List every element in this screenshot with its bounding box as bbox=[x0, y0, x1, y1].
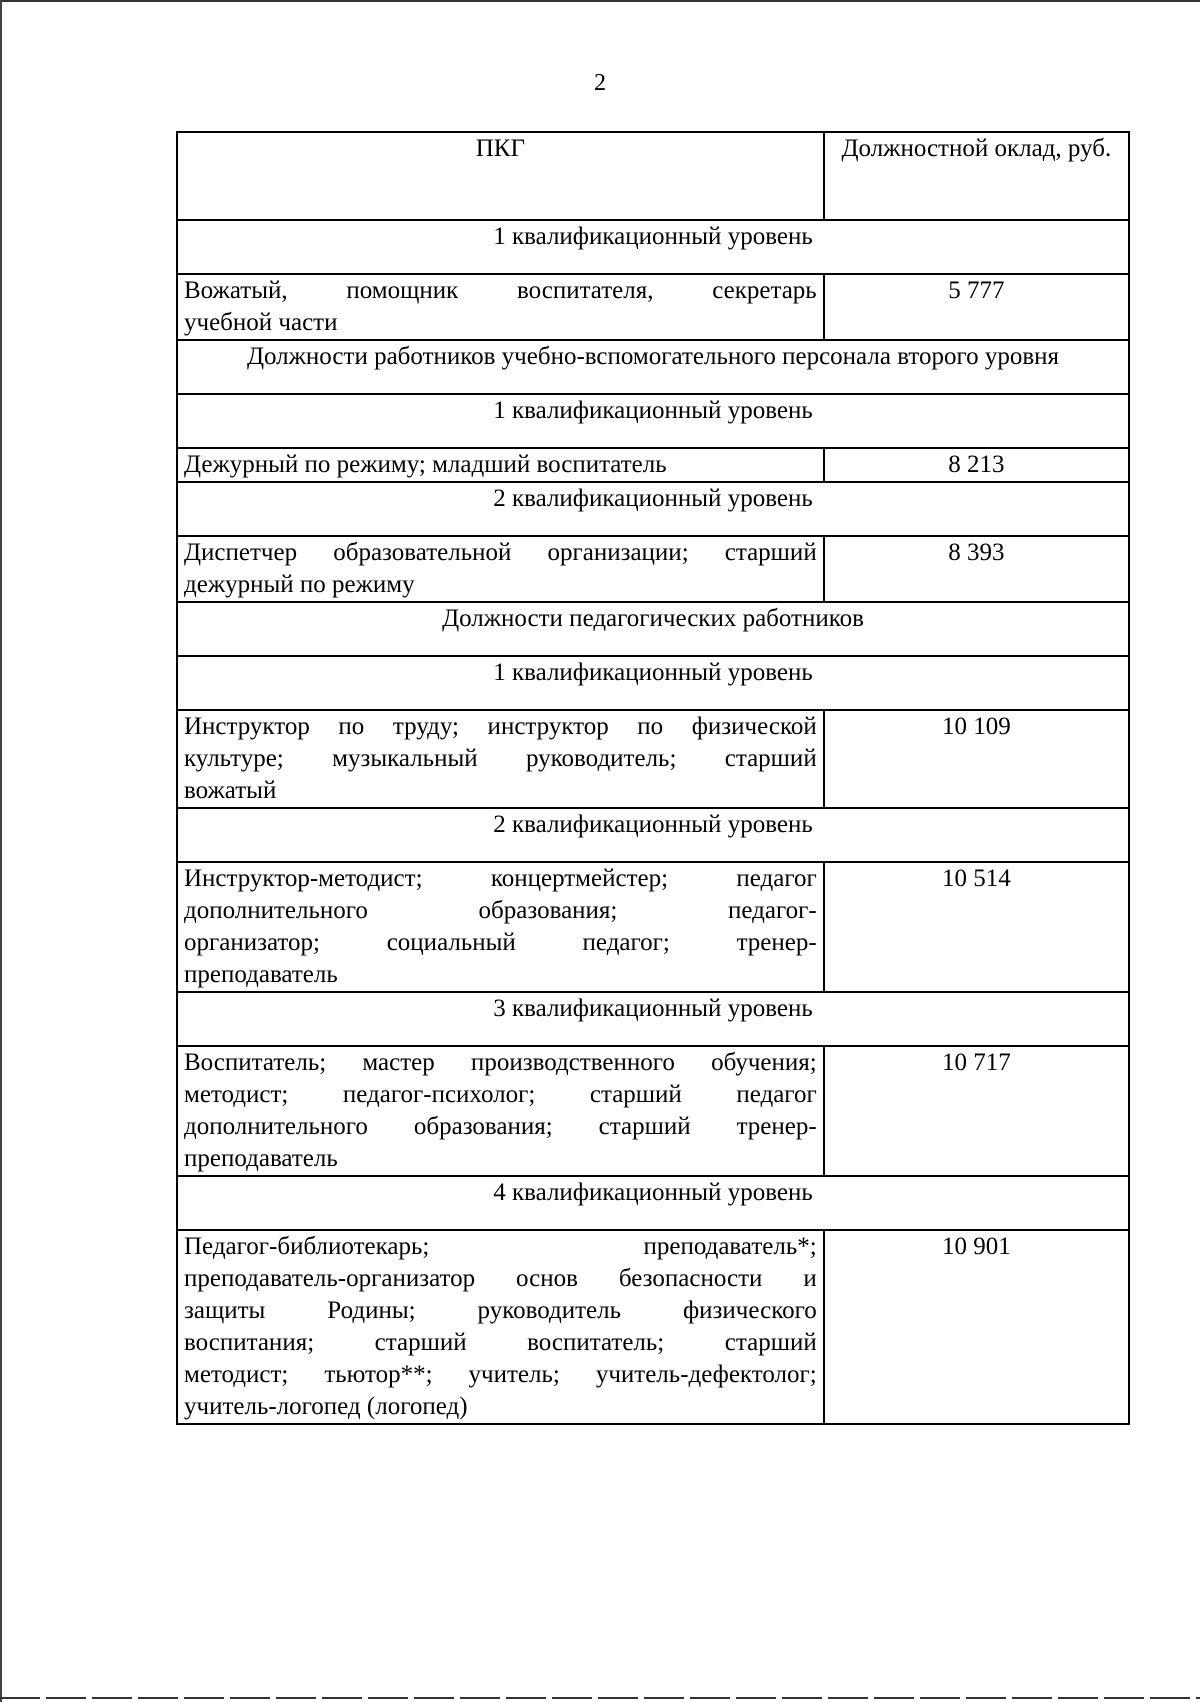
scan-edge-left bbox=[0, 0, 2, 1702]
section-heading: 1 квалификационный уровень bbox=[177, 394, 1129, 448]
position-names bbox=[177, 448, 824, 482]
position-text-line: дополнительного образования; старший тренер- bbox=[184, 1113, 817, 1140]
salary-value: 8 213 bbox=[824, 448, 1129, 482]
position-text-line: дополнительного образования; педагог- bbox=[184, 897, 817, 924]
section-heading: Должности педагогических работников bbox=[177, 602, 1129, 656]
position-text-line: организатор; социальный педагог; тренер- bbox=[184, 929, 817, 956]
position-text-line: Воспитатель; мастер производственного обучения; bbox=[184, 1049, 817, 1076]
page-number: 2 bbox=[594, 70, 606, 96]
position-row bbox=[177, 274, 1129, 340]
position-text-line: учебной части bbox=[184, 309, 338, 336]
table-header-row bbox=[177, 132, 1129, 220]
header-salary: Должностной оклад, руб. bbox=[824, 132, 1129, 220]
position-text-line: дежурный по режиму bbox=[184, 571, 415, 598]
section-row bbox=[177, 340, 1129, 394]
position-text-line: воспитания; старший воспитатель; старший bbox=[184, 1329, 817, 1356]
position-text-line: методист; педагог-психолог; старший педагог bbox=[184, 1081, 817, 1108]
position-row bbox=[177, 536, 1129, 602]
position-text-line: защиты Родины; руководитель физического bbox=[184, 1297, 817, 1324]
position-row bbox=[177, 448, 1129, 482]
section-row bbox=[177, 1176, 1129, 1230]
position-text-line: преподаватель bbox=[184, 1145, 338, 1172]
section-heading: 4 квалификационный уровень bbox=[177, 1176, 1129, 1230]
position-text-line: преподаватель bbox=[184, 961, 338, 988]
position-names bbox=[177, 1046, 824, 1176]
position-row bbox=[177, 862, 1129, 992]
salary-value: 5 777 bbox=[824, 274, 1129, 340]
position-text-line: учитель-логопед (логопед) bbox=[184, 1393, 468, 1420]
position-text-line: Вожатый, помощник воспитателя, секретарь bbox=[184, 277, 817, 304]
section-row bbox=[177, 808, 1129, 862]
section-row bbox=[177, 220, 1129, 274]
position-row bbox=[177, 1230, 1129, 1424]
position-row bbox=[177, 1046, 1129, 1176]
salary-table bbox=[176, 131, 1130, 1425]
salary-value: 10 109 bbox=[824, 710, 1129, 808]
position-names bbox=[177, 1230, 824, 1424]
section-row bbox=[177, 482, 1129, 536]
section-heading: 1 квалификационный уровень bbox=[177, 656, 1129, 710]
position-text-line: вожатый bbox=[184, 777, 277, 804]
position-names bbox=[177, 862, 824, 992]
section-heading: 2 квалификационный уровень bbox=[177, 808, 1129, 862]
table-body bbox=[177, 220, 1129, 1424]
section-heading: 2 квалификационный уровень bbox=[177, 482, 1129, 536]
section-heading: 1 квалификационный уровень bbox=[177, 220, 1129, 274]
position-names bbox=[177, 274, 824, 340]
position-text-line: культуре; музыкальный руководитель; старший bbox=[184, 745, 817, 772]
section-heading: 3 квалификационный уровень bbox=[177, 992, 1129, 1046]
position-text-line: Дежурный по режиму; младший воспитатель bbox=[184, 451, 667, 478]
position-text-line: методист; тьютор**; учитель; учитель-дефектолог; bbox=[184, 1361, 817, 1388]
section-row bbox=[177, 394, 1129, 448]
salary-value: 10 514 bbox=[824, 862, 1129, 992]
salary-value: 8 393 bbox=[824, 536, 1129, 602]
position-text-line: Инструктор-методист; концертмейстер; педагог bbox=[184, 865, 817, 892]
position-names bbox=[177, 536, 824, 602]
section-row bbox=[177, 656, 1129, 710]
position-names bbox=[177, 710, 824, 808]
position-text-line: Педагог-библиотекарь; преподаватель*; bbox=[184, 1233, 817, 1260]
scan-edge-bottom bbox=[0, 1697, 1200, 1699]
scan-edge-top bbox=[0, 0, 1200, 2]
position-text-line: Диспетчер образовательной организации; старший bbox=[184, 539, 817, 566]
position-row bbox=[177, 710, 1129, 808]
position-text-line: Инструктор по труду; инструктор по физической bbox=[184, 713, 817, 740]
salary-value: 10 717 bbox=[824, 1046, 1129, 1176]
section-row bbox=[177, 602, 1129, 656]
section-heading: Должности работников учебно-вспомогательного персонала второго уровня bbox=[177, 340, 1129, 394]
position-text-line: преподаватель-организатор основ безопасности и bbox=[184, 1265, 817, 1292]
salary-value: 10 901 bbox=[824, 1230, 1129, 1424]
header-pkg: ПКГ bbox=[177, 132, 824, 220]
section-row bbox=[177, 992, 1129, 1046]
